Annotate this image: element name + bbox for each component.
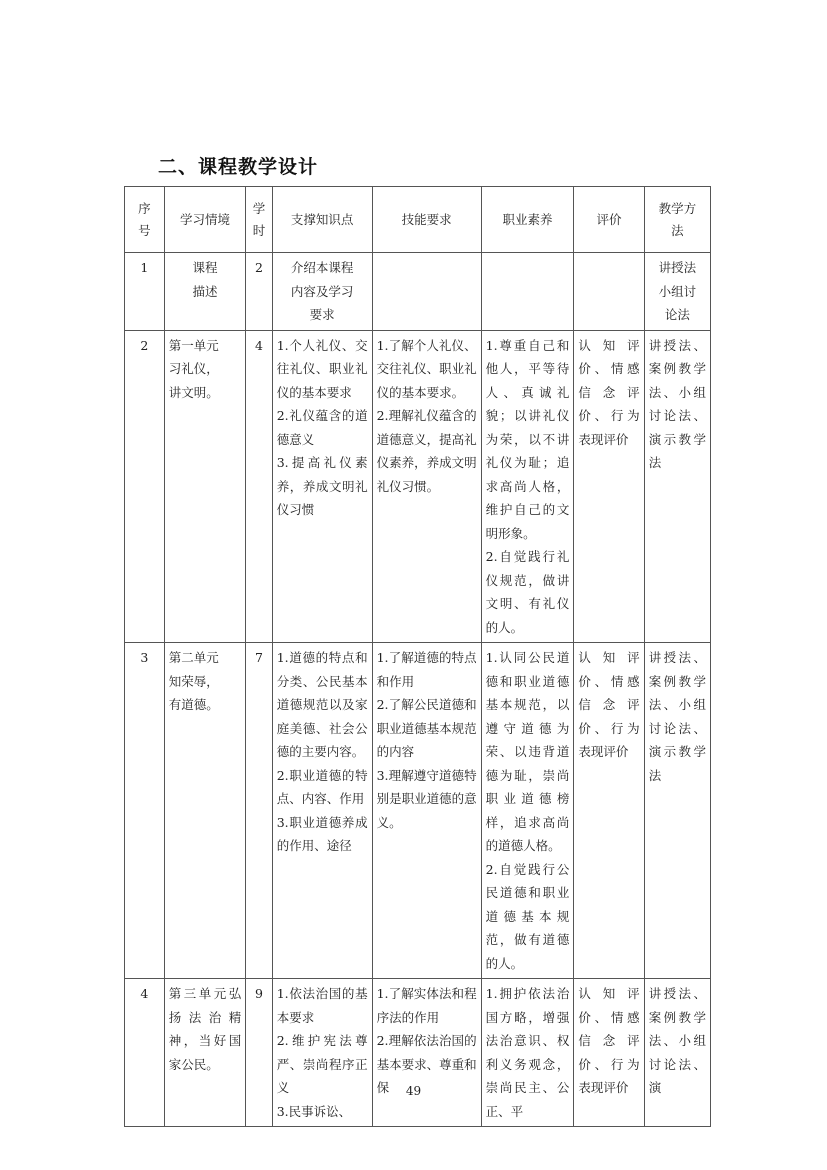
- row-situation: 第二单元 知荣辱， 有道德。: [164, 643, 246, 979]
- row-situation: 课程 描述: [164, 253, 246, 331]
- table-row: [125, 979, 711, 1127]
- row-method: 讲授法、案例教学法、小组讨论法、演示教学法: [644, 330, 710, 643]
- header-hours: 学 时: [246, 187, 272, 253]
- row-hours: 4: [246, 330, 272, 643]
- row-number: 4: [125, 979, 165, 1127]
- row-literacy: [481, 253, 574, 331]
- row-skills: 1.了解道德的特点和作用 2.了解公民道德和职业道德基本规范的内容 3.理解遵守道德特别是职业道德的意义。: [372, 643, 481, 979]
- row-hours: 7: [246, 643, 272, 979]
- row-evaluation: 认知评价、情感信念评价、行为表现评价: [574, 330, 644, 643]
- row-skills: [372, 253, 481, 331]
- row-method: 讲授法 小组讨 论法: [644, 253, 710, 331]
- row-method: 讲授法、案例教学法、小组讨论法、演: [644, 979, 710, 1127]
- header-number: 序 号: [125, 187, 165, 253]
- header-knowledge: 支撑知识点: [272, 187, 372, 253]
- row-number: 2: [125, 330, 165, 643]
- row-skills: 1.了解个人礼仪、交往礼仪、职业礼仪的基本要求。 2.理解礼仪蕴含的道德意义，提高礼仪素养，养成文明礼仪习惯。: [372, 330, 481, 643]
- row-method: 讲授法、案例教学法、小组讨论法、演示教学法: [644, 643, 710, 979]
- row-situation: 第一单元 习礼仪， 讲文明。: [164, 330, 246, 643]
- row-hours: 9: [246, 979, 272, 1127]
- row-skills: 1.了解实体法和程序法的作用 2.理解依法治国的基本要求、尊重和保: [372, 979, 481, 1127]
- row-literacy: 1.认同公民道德和职业道德基本规范，以遵守道德为荣、以违背道德为耻，崇尚职业道德榜样，追求高尚的道德人格。 2.自觉践行公民道德和职业道德基本规范，做有道德的人。: [481, 643, 574, 979]
- row-knowledge: 1.道德的特点和分类、公民基本道德规范以及家庭美德、社会公德的主要内容。 2.职业道德的特点、内容、作用 3.职业道德养成的作用、途径: [272, 643, 372, 979]
- row-evaluation: 认知评价、情感信念评价、行为表现评价: [574, 979, 644, 1127]
- row-knowledge: 1.个人礼仪、交往礼仪、职业礼仪的基本要求 2.礼仪蕴含的道德意义 3.提高礼仪素养，养成文明礼仪习惯: [272, 330, 372, 643]
- table-row: [125, 330, 711, 643]
- row-literacy: 1.尊重自己和他人，平等待人、真诚礼貌；以讲礼仪为荣，以不讲礼仪为耻；追求高尚人格，维护自己的文明形象。 2.自觉践行礼仪规范，做讲文明、有礼仪的人。: [481, 330, 574, 643]
- header-skills: 技能要求: [372, 187, 481, 253]
- row-hours: 2: [246, 253, 272, 331]
- header-evaluation: 评价: [574, 187, 644, 253]
- table-row: [125, 643, 711, 979]
- row-literacy: 1.拥护依法治国方略，增强法治意识、权利义务观念，崇尚民主、公正、平: [481, 979, 574, 1127]
- page-number: 49: [405, 1084, 422, 1098]
- row-evaluation: 认知评价、情感信念评价、行为表现评价: [574, 643, 644, 979]
- header-method: 教学方 法: [644, 187, 710, 253]
- table-row: [125, 253, 711, 331]
- course-design-table: [124, 186, 711, 1127]
- row-knowledge: 1.依法治国的基本要求 2.维护宪法尊严、崇尚程序正义 3.民事诉讼、: [272, 979, 372, 1127]
- row-knowledge: 介绍本课程 内容及学习 要求: [272, 253, 372, 331]
- section-title: 二、课程教学设计: [158, 156, 319, 178]
- row-number: 1: [125, 253, 165, 331]
- row-situation: 第三单元弘扬法治精神，当好国家公民。: [164, 979, 246, 1127]
- header-situation: 学习情境: [164, 187, 246, 253]
- row-evaluation: [574, 253, 644, 331]
- row-number: 3: [125, 643, 165, 979]
- table-header-row: [125, 187, 711, 253]
- header-literacy: 职业素养: [481, 187, 574, 253]
